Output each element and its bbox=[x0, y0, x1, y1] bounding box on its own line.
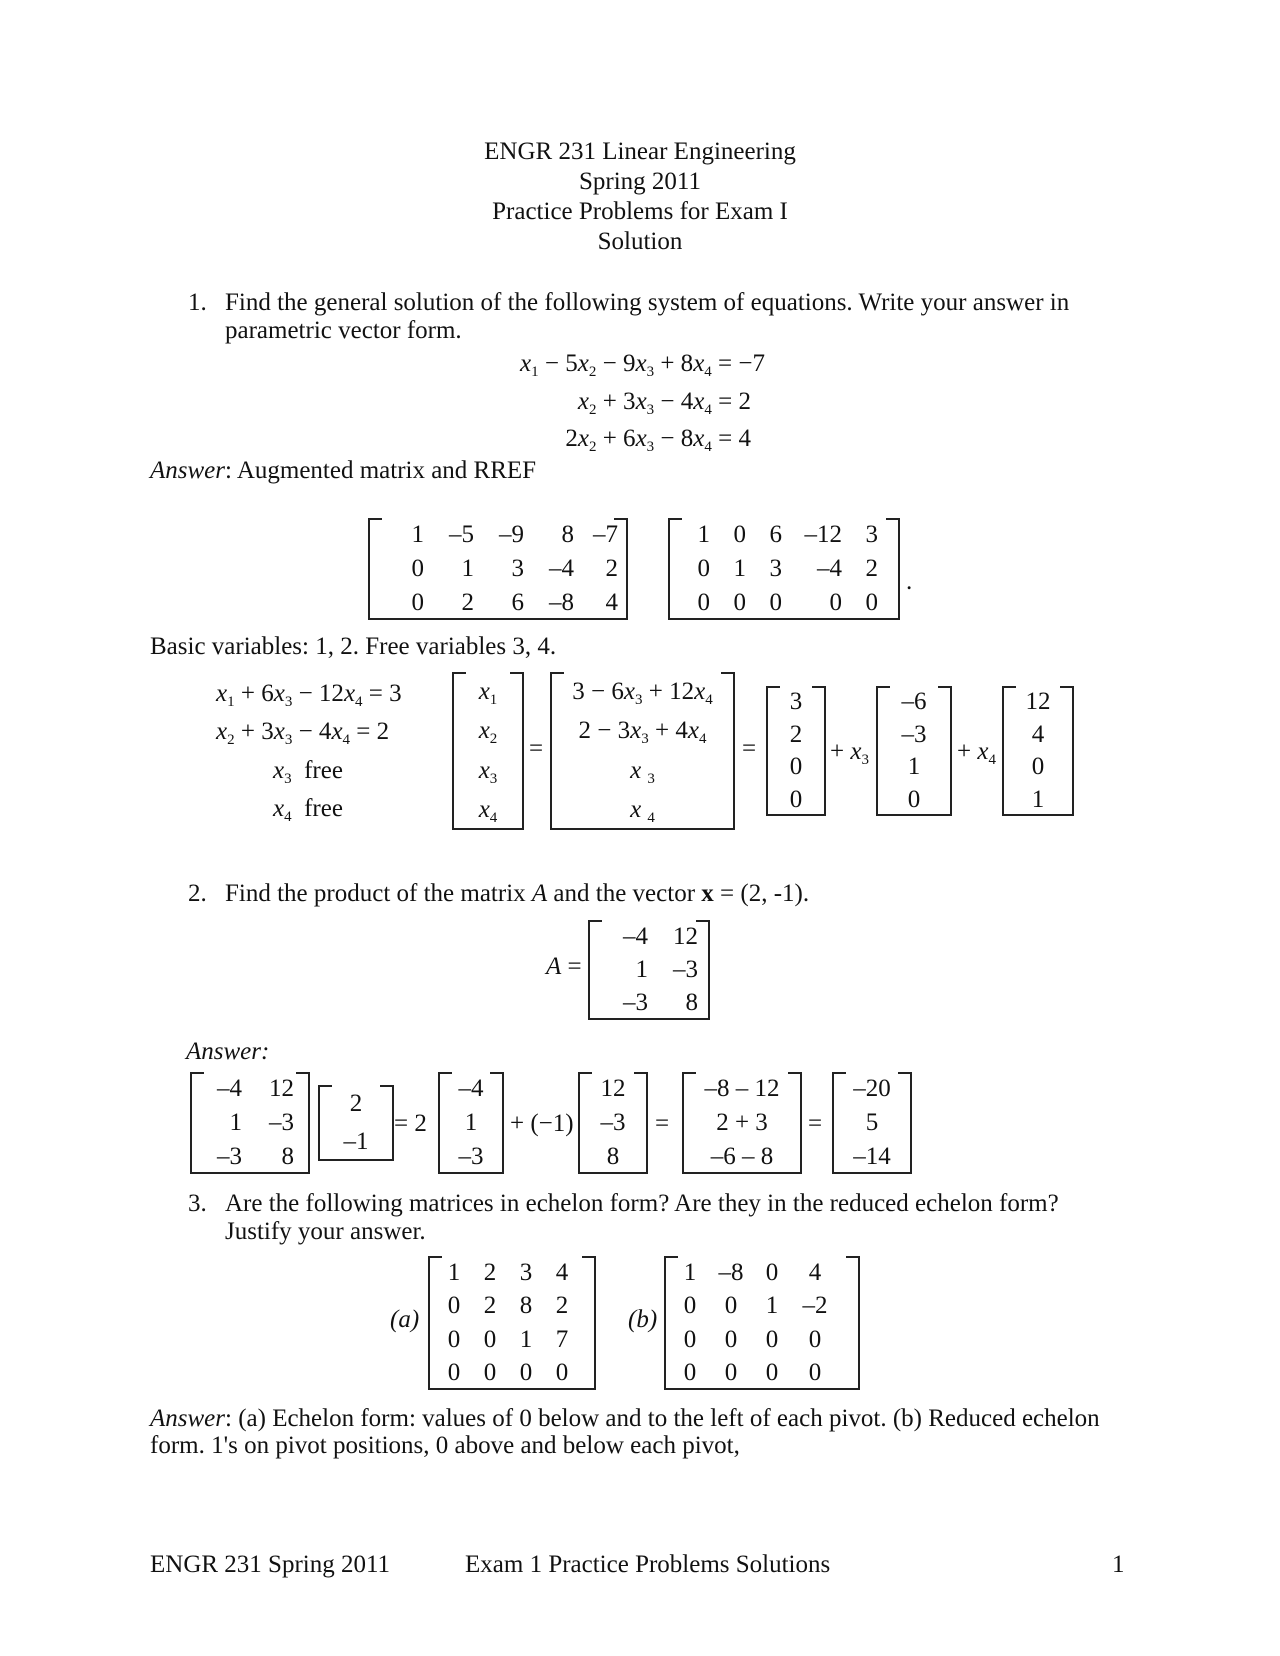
matrix-cell: 8 bbox=[561, 521, 574, 548]
x4-vector-grid bbox=[1004, 686, 1072, 816]
equals-sign: = bbox=[742, 735, 757, 762]
matrix-3b bbox=[664, 1256, 860, 1390]
matrix-cell: 8 bbox=[281, 1143, 294, 1170]
column-2-vector bbox=[578, 1072, 648, 1174]
expression-grid bbox=[684, 1072, 800, 1174]
course-title: ENGR 231 Linear Engineering bbox=[484, 138, 796, 165]
equals-sign: = bbox=[529, 735, 544, 762]
matrix-cell: 1 bbox=[461, 555, 474, 582]
matrix-cell: –8 bbox=[718, 1258, 744, 1286]
product-matrix bbox=[190, 1072, 310, 1174]
matrix-cell: 8 bbox=[685, 989, 698, 1017]
matrix-cell: –3 bbox=[901, 720, 927, 748]
param-equation-1: $x_1 + 6x_3 - 12x_4 = 3$ bbox=[216, 680, 402, 710]
matrix-cell: –6 – 8 bbox=[710, 1143, 774, 1170]
matrix-cell: 0 bbox=[865, 589, 878, 616]
plus-x3-label: + $x_3$ bbox=[830, 738, 869, 768]
question-3-text-line2: Justify your answer. bbox=[225, 1218, 426, 1245]
matrix-a-grid bbox=[590, 920, 708, 1020]
answer-3-line2: form. 1's on pivot positions, 0 above and below each pivot, bbox=[150, 1432, 740, 1459]
matrix-cell: –6 bbox=[901, 688, 927, 716]
basic-free-variables: Basic variables: 1, 2. Free variables 3, 4. bbox=[150, 633, 557, 660]
matrix-cell: 6 bbox=[511, 589, 524, 616]
answer-label: Answer bbox=[150, 457, 225, 484]
equals-2-label: = 2 bbox=[394, 1110, 427, 1137]
matrix-cell: 2 bbox=[483, 1258, 497, 1286]
question-2-text: Find the product of the matrix A and the vector x = (2, -1). bbox=[225, 880, 810, 907]
matrix-cell: 0 bbox=[483, 1359, 497, 1387]
matrix-cell: –8 bbox=[549, 589, 574, 616]
expression-vector: $3 - 6x_3 + 12x_4$ $2 - 3x_3 + 4x_4$ x $_3$ x $_4$ bbox=[550, 672, 735, 830]
free-word: free bbox=[304, 795, 343, 822]
matrix-cell: –3 bbox=[458, 1143, 484, 1170]
matrix-cell: 1 bbox=[1031, 785, 1045, 813]
matrix-cell: 2 bbox=[555, 1292, 569, 1320]
matrix-cell: 0 bbox=[769, 589, 782, 616]
matrix-cell: 0 bbox=[724, 1325, 738, 1353]
matrix-cell: 0 bbox=[907, 785, 921, 813]
matrix-cell: –3 bbox=[600, 1109, 626, 1136]
matrix-cell: –3 bbox=[623, 989, 648, 1017]
equation-3: $2x_2 + 6x_3 - 8x_4 = 4$ bbox=[565, 425, 751, 455]
augmented-matrix-grid bbox=[370, 518, 626, 620]
matrix-cell: 0 bbox=[411, 555, 424, 582]
matrix-cell: –7 bbox=[593, 521, 618, 548]
variable-vector: $x_1$ $x_2$ $x_3$ $x_4$ bbox=[452, 672, 524, 830]
matrix-cell: 0 bbox=[1031, 753, 1045, 781]
matrix-cell: 0 bbox=[765, 1325, 779, 1353]
matrix-cell: –3 bbox=[217, 1143, 242, 1170]
param-free-x3: $x_3$ free bbox=[273, 757, 343, 787]
matrix-cell: 0 bbox=[411, 589, 424, 616]
footer-center: Exam 1 Practice Problems Solutions bbox=[465, 1551, 831, 1578]
matrix-cell: 0 bbox=[808, 1325, 822, 1353]
matrix-cell: 0 bbox=[483, 1325, 497, 1353]
matrix-cell: 3 bbox=[511, 555, 524, 582]
matrix-cell: 12 bbox=[673, 922, 698, 950]
matrix-cell: –5 bbox=[449, 521, 474, 548]
input-vector-grid bbox=[320, 1085, 392, 1161]
matrix-cell: 0 bbox=[765, 1359, 779, 1387]
matrix-cell: 3 bbox=[865, 521, 878, 548]
matrix-cell: –12 bbox=[804, 521, 842, 548]
question-3-number: 3. bbox=[188, 1190, 207, 1217]
matrix-cell: 1 bbox=[229, 1109, 242, 1136]
matrix-cell: –14 bbox=[853, 1143, 891, 1170]
matrix-cell: 0 bbox=[555, 1359, 569, 1387]
column-1-vector bbox=[438, 1072, 504, 1174]
matrix-cell: 2 bbox=[865, 555, 878, 582]
column-1-grid bbox=[440, 1072, 502, 1174]
param-free-x4: $x_4$ free bbox=[273, 795, 343, 825]
matrix-cell: 1 bbox=[411, 521, 424, 548]
result-vector bbox=[832, 1072, 912, 1174]
matrix-cell: –4 bbox=[458, 1075, 484, 1102]
x3-vector-grid bbox=[878, 686, 950, 816]
matrix-cell: –4 bbox=[217, 1075, 242, 1102]
matrix-cell: 4 bbox=[1031, 720, 1045, 748]
constant-vector-grid bbox=[768, 686, 824, 816]
x3-vector bbox=[876, 686, 952, 816]
matrix-cell: 0 bbox=[724, 1292, 738, 1320]
plus-x4-label: + $x_4$ bbox=[957, 738, 996, 768]
matrix-cell: 2 + 3 bbox=[716, 1109, 768, 1136]
label-a: (a) bbox=[390, 1306, 420, 1333]
matrix-cell: –8 – 12 bbox=[704, 1075, 780, 1102]
matrix-cell: 6 bbox=[769, 521, 782, 548]
matrix-cell: 12 bbox=[1025, 688, 1051, 716]
matrix-cell: 5 bbox=[865, 1109, 879, 1136]
constant-vector bbox=[766, 686, 826, 816]
matrix-cell: –3 bbox=[269, 1109, 294, 1136]
augmented-matrix bbox=[368, 518, 628, 620]
matrix-cell: 0 bbox=[733, 589, 746, 616]
matrix-cell: 12 bbox=[600, 1075, 626, 1102]
label-b: (b) bbox=[628, 1306, 658, 1333]
matrix-cell: 4 bbox=[555, 1258, 569, 1286]
matrix-3a-grid bbox=[430, 1256, 594, 1390]
input-vector bbox=[318, 1085, 394, 1161]
matrix-cell: –1 bbox=[343, 1128, 369, 1155]
term: Spring 2011 bbox=[579, 168, 701, 195]
answer-1-text: : Augmented matrix and RREF bbox=[225, 457, 537, 484]
column-2-grid bbox=[580, 1072, 646, 1174]
matrix-cell: 1 bbox=[697, 521, 710, 548]
matrix-cell: 0 bbox=[697, 555, 710, 582]
matrix-cell: 2 bbox=[789, 720, 803, 748]
param-equation-2: $x_2 + 3x_3 - 4x_4 = 2$ bbox=[216, 718, 390, 748]
product-matrix-grid bbox=[192, 1072, 308, 1174]
matrix-cell: 0 bbox=[765, 1258, 779, 1286]
matrix-cell: 4 bbox=[808, 1258, 822, 1286]
matrix-3a bbox=[428, 1256, 596, 1390]
matrix-cell: 1 bbox=[683, 1258, 697, 1286]
matrix-cell: 3 bbox=[519, 1258, 533, 1286]
answer-2-label: Answer: bbox=[186, 1038, 270, 1065]
question-2-number: 2. bbox=[188, 880, 207, 907]
free-word: free bbox=[304, 757, 343, 784]
matrix-cell: 0 bbox=[447, 1359, 461, 1387]
answer-1-heading bbox=[150, 457, 536, 485]
matrix-a-label: A = bbox=[546, 953, 582, 980]
matrix-cell: 2 bbox=[605, 555, 618, 582]
matrix-cell: 1 bbox=[464, 1109, 478, 1136]
rref-matrix-grid bbox=[670, 518, 898, 620]
matrix-cell: 1 bbox=[733, 555, 746, 582]
equals-sign: = bbox=[655, 1110, 670, 1137]
question-1-text-line2: parametric vector form. bbox=[225, 317, 462, 344]
matrix-cell: 0 bbox=[733, 521, 746, 548]
question-1-text-line1: Find the general solution of the following system of equations. Write your answer in bbox=[225, 289, 1070, 316]
equation-1: $x_1 - 5x_2 - 9x_3 + 8x_4 = -7$ bbox=[520, 350, 765, 380]
matrix-cell: 0 bbox=[519, 1359, 533, 1387]
matrix-cell: 0 bbox=[789, 785, 803, 813]
expression-column bbox=[682, 1072, 802, 1174]
matrix-cell: 0 bbox=[724, 1359, 738, 1387]
equals-sign: = bbox=[808, 1110, 823, 1137]
matrix-cell: 0 bbox=[447, 1292, 461, 1320]
matrix-cell: 1 bbox=[907, 753, 921, 781]
answer-3-line1: Answer: (a) Echelon form: values of 0 below and to the left of each pivot. (b) Reduced echelon bbox=[150, 1405, 1100, 1432]
matrix-cell: 0 bbox=[808, 1359, 822, 1387]
matrix-cell: –20 bbox=[853, 1075, 891, 1102]
question-3-text-line1: Are the following matrices in echelon form? Are they in the reduced echelon form? bbox=[225, 1190, 1059, 1217]
period-mark: . bbox=[906, 568, 913, 595]
equation-2: $x_2 + 3x_3 - 4x_4 = 2$ bbox=[577, 388, 751, 418]
page-number: 1 bbox=[1112, 1551, 1125, 1578]
matrix-cell: 8 bbox=[606, 1143, 620, 1170]
matrix-cell: –4 bbox=[623, 922, 648, 950]
matrix-cell: 0 bbox=[697, 589, 710, 616]
matrix-cell: 1 bbox=[519, 1325, 533, 1353]
matrix-cell: 0 bbox=[683, 1292, 697, 1320]
footer-left: ENGR 231 Spring 2011 bbox=[150, 1551, 391, 1578]
matrix-cell: –9 bbox=[499, 521, 524, 548]
matrix-cell: –3 bbox=[673, 955, 698, 983]
plus-minus-one-label: + (−1) bbox=[510, 1110, 574, 1137]
document-title: Practice Problems for Exam I bbox=[492, 198, 788, 225]
result-grid bbox=[834, 1072, 910, 1174]
matrix-cell: 7 bbox=[555, 1325, 569, 1353]
matrix-cell: 3 bbox=[789, 688, 803, 716]
rref-matrix bbox=[668, 518, 900, 620]
matrix-cell: 4 bbox=[605, 589, 618, 616]
matrix-cell: 2 bbox=[461, 589, 474, 616]
matrix-cell: 0 bbox=[683, 1325, 697, 1353]
matrix-cell: 2 bbox=[349, 1090, 363, 1117]
matrix-cell: –4 bbox=[549, 555, 574, 582]
matrix-cell: –2 bbox=[802, 1292, 828, 1320]
matrix-cell: 1 bbox=[447, 1258, 461, 1286]
matrix-cell: 12 bbox=[269, 1075, 294, 1102]
matrix-3b-grid bbox=[666, 1256, 858, 1390]
matrix-cell: 0 bbox=[447, 1325, 461, 1353]
matrix-cell: 0 bbox=[789, 753, 803, 781]
matrix-cell: 3 bbox=[769, 555, 782, 582]
matrix-cell: –4 bbox=[817, 555, 842, 582]
document-subtitle: Solution bbox=[597, 228, 683, 255]
matrix-a bbox=[588, 920, 710, 1020]
matrix-cell: 0 bbox=[829, 589, 842, 616]
question-1-number: 1. bbox=[188, 289, 207, 316]
matrix-cell: 2 bbox=[483, 1292, 497, 1320]
x4-vector bbox=[1002, 686, 1074, 816]
matrix-cell: 1 bbox=[765, 1292, 779, 1320]
matrix-cell: 0 bbox=[683, 1359, 697, 1387]
matrix-cell: 1 bbox=[635, 955, 648, 983]
matrix-cell: 8 bbox=[519, 1292, 533, 1320]
